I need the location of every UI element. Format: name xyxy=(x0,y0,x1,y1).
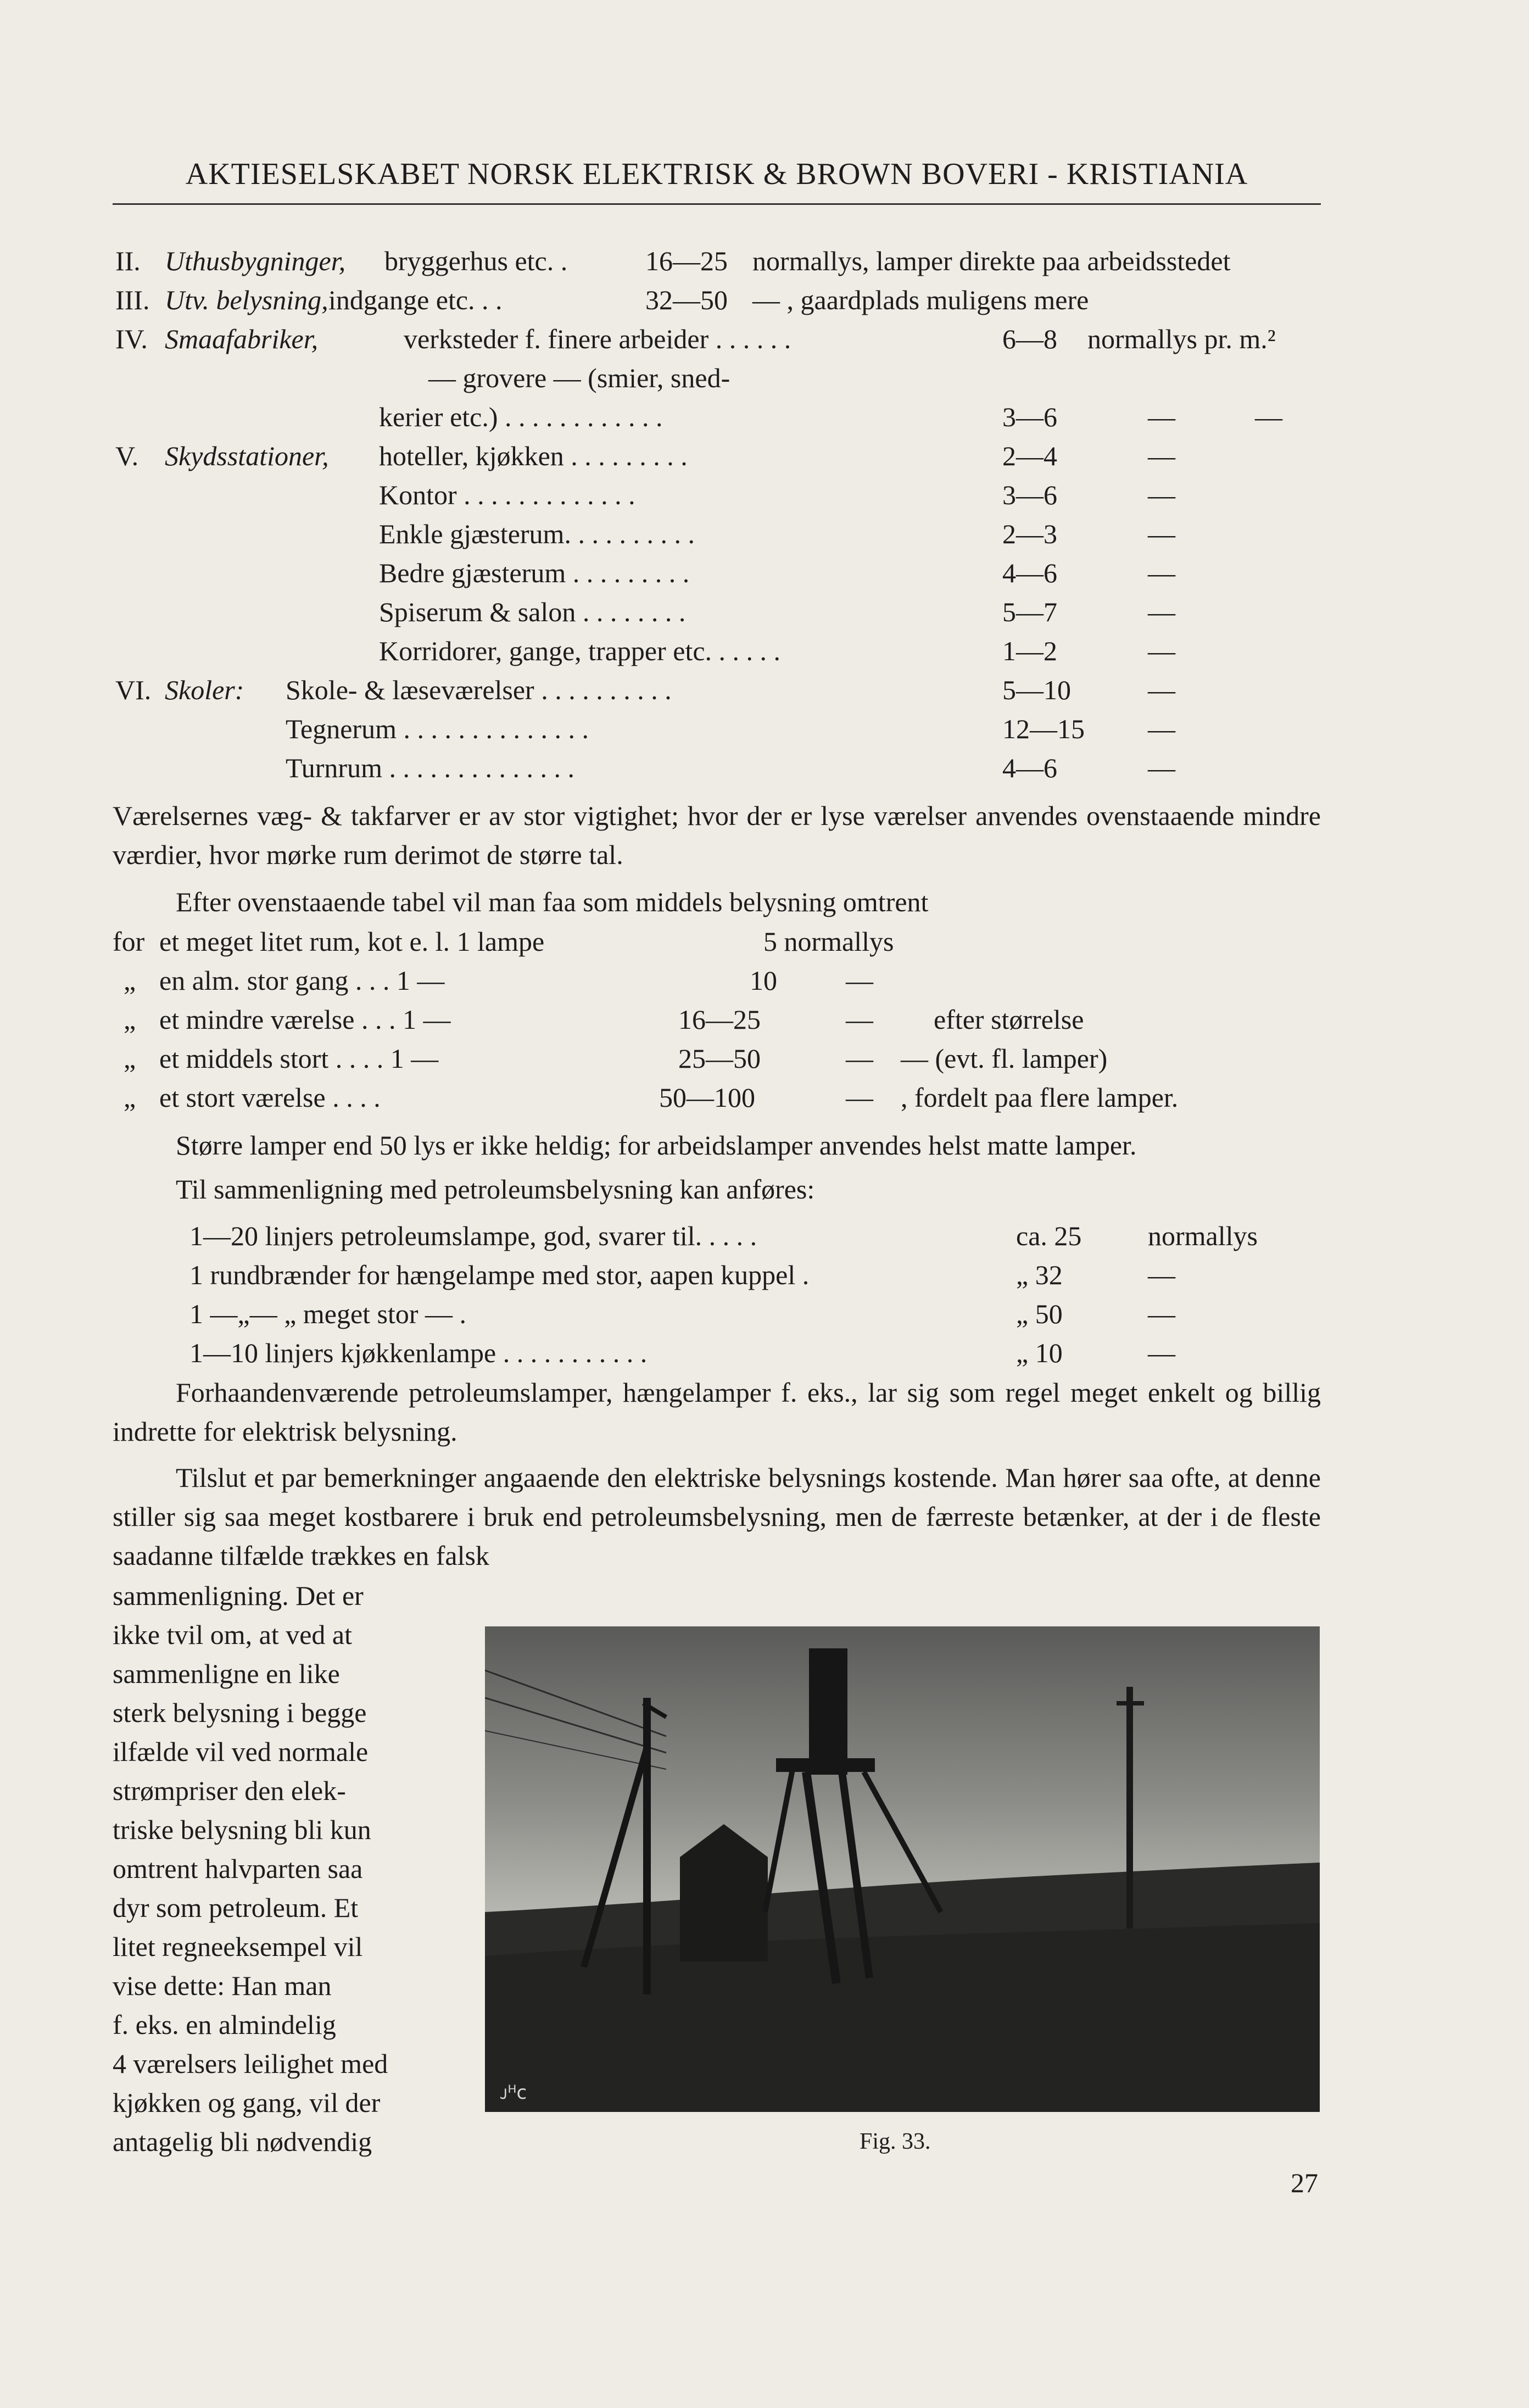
petroleum-unit: — xyxy=(1148,1337,1175,1368)
middels-note: — (evt. fl. lamper) xyxy=(901,1043,1108,1074)
table-row-text: verksteder f. finere arbeider . . . . . . xyxy=(404,324,791,354)
header-rule xyxy=(113,203,1321,205)
middels-lead: „ xyxy=(124,1082,136,1113)
side-text-line: sammenligning. Det er xyxy=(113,1580,364,1611)
paragraph-middels-intro: Efter ovenstaaende tabel vil man faa som middels belysning omtrent xyxy=(176,887,929,917)
middels-note: , fordelt paa flere lamper. xyxy=(901,1082,1179,1113)
petroleum-unit: — xyxy=(1148,1259,1175,1290)
table-row-unit: — xyxy=(1148,675,1175,705)
table-row-text: Enkle gjæsterum. . . . . . . . . . xyxy=(379,519,695,549)
table-row-text: Skole- & læseværelser . . . . . . . . . . xyxy=(286,675,672,705)
table-row-number: V. xyxy=(115,441,139,471)
figure-photo xyxy=(485,1626,1320,2112)
table-row-value: 12—15 xyxy=(1002,714,1085,744)
side-text-line: antagelig bli nødvendig xyxy=(113,2126,372,2157)
side-text-line: ilfælde vil ved normale xyxy=(113,1736,369,1767)
table-row-text: — grovere — (smier, sned- xyxy=(428,363,730,393)
table-row-value: 5—10 xyxy=(1002,675,1071,705)
middels-value: 10 xyxy=(750,965,777,996)
figure-caption: Fig. 33. xyxy=(860,2129,931,2154)
table-row-unit: — , gaardplads muligens mere xyxy=(752,285,1089,315)
middels-value: 16—25 xyxy=(678,1004,761,1035)
side-text-line: sammenligne en like xyxy=(113,1658,340,1689)
middels-unit: — xyxy=(846,1004,873,1035)
side-text-line: 4 værelsers leilighet med xyxy=(113,2048,388,2079)
petroleum-unit: — xyxy=(1148,1298,1175,1329)
table-row-unit: — xyxy=(1148,480,1175,510)
petroleum-text: 1—10 linjers kjøkkenlampe . . . . . . . . . . . xyxy=(189,1337,648,1368)
table-row-unit: normallys, lamper direkte paa arbeidsstedet xyxy=(752,246,1231,276)
middels-unit: — xyxy=(846,1043,873,1074)
photo-monogram: ᴊᴴᴄ xyxy=(500,2082,527,2104)
landscape-photo-illustration xyxy=(485,1626,1320,2112)
table-row-value: 4—6 xyxy=(1002,558,1057,588)
middels-lead: „ xyxy=(124,965,136,996)
table-row-text: bryggerhus etc. . xyxy=(384,246,568,276)
table-row-unit: — xyxy=(1148,752,1175,783)
middels-unit: — xyxy=(846,1082,873,1113)
middels-value: 25—50 xyxy=(678,1043,761,1074)
middels-lead: „ xyxy=(124,1043,136,1074)
table-row-value: 5—7 xyxy=(1002,597,1057,627)
page-number: 27 xyxy=(1291,2167,1318,2198)
petroleum-value: „ 10 xyxy=(1016,1337,1063,1368)
table-row-category: Skoler: xyxy=(165,675,244,705)
paragraph-colors: Værelsernes væg- & takfarver er av stor vigtighet; hvor der er lyse værelser anvendes ovenstaaende mindre værdier, hvor mørke rum derimot de større tal. xyxy=(113,800,1321,870)
table-row-text: Turnrum . . . . . . . . . . . . . . xyxy=(286,752,574,783)
paragraph-existing-lamps: Forhaandenværende petroleumslamper, hængelamper f. eks., lar sig som regel meget enkelt og billig indrette for elektrisk belysning. xyxy=(113,1377,1321,1447)
table-row-text: Bedre gjæsterum . . . . . . . . . xyxy=(379,558,690,588)
side-text-line: kjøkken og gang, vil der xyxy=(113,2087,381,2118)
table-row-value: 3—6 xyxy=(1002,480,1057,510)
running-header: AKTIESELSKABET NORSK ELEKTRISK & BROWN BOVERI - KRISTIANIA xyxy=(185,157,1248,191)
table-row-unit: — xyxy=(1148,402,1175,432)
paragraph-costs: Tilslut et par bemerkninger angaaende den elektriske belysnings kostende. Man hører saa ofte, at denne stiller sig saa meget kostbarere i bruk end petroleumsbelysning, men de færreste betænker, at der i de fleste saadanne tilfælde trækkes en falsk xyxy=(113,1462,1321,1571)
side-text-line: triske belysning bli kun xyxy=(113,1814,371,1845)
side-text-line: dyr som petroleum. Et xyxy=(113,1892,359,1923)
table-row-text: indgange etc. . . xyxy=(328,285,503,315)
table-row-value: 2—4 xyxy=(1002,441,1057,471)
table-row-unit: — xyxy=(1148,558,1175,588)
table-row-number: III. xyxy=(115,285,150,315)
petroleum-value: „ 32 xyxy=(1016,1259,1063,1290)
table-row-text: Spiserum & salon . . . . . . . . xyxy=(379,597,686,627)
side-text-line: omtrent halvparten saa xyxy=(113,1853,363,1884)
table-row-text: Kontor . . . . . . . . . . . . . xyxy=(379,480,635,510)
table-row-value: 6—8 xyxy=(1002,324,1057,354)
table-row-unit: — xyxy=(1148,597,1175,627)
middels-lead: „ xyxy=(124,1004,136,1035)
side-text-line: f. eks. en almindelig xyxy=(113,2009,336,2040)
table-row-value: 32—50 xyxy=(645,285,728,315)
table-row-unit: — xyxy=(1148,636,1175,666)
middels-lead: for xyxy=(113,926,145,957)
paragraph-large-lamps: Større lamper end 50 lys er ikke heldig; for arbeidslamper anvendes helst matte lamper. xyxy=(176,1130,1137,1161)
petroleum-value: ca. 25 xyxy=(1016,1220,1082,1251)
middels-value: 5 normallys xyxy=(763,926,894,957)
table-row-value: 16—25 xyxy=(645,246,728,276)
petroleum-value: „ 50 xyxy=(1016,1298,1063,1329)
table-row-text: kerier etc.) . . . . . . . . . . . . xyxy=(379,402,663,432)
table-row-number: II. xyxy=(115,246,141,276)
table-row-text: Korridorer, gange, trapper etc. . . . . . xyxy=(379,636,781,666)
table-row-value: 4—6 xyxy=(1002,752,1057,783)
middels-text: et meget litet rum, kot e. l. 1 lampe xyxy=(159,926,545,957)
table-row-category: Uthusbygninger, xyxy=(165,246,346,276)
table-row-value: 2—3 xyxy=(1002,519,1057,549)
middels-text: et stort værelse . . . . xyxy=(159,1082,381,1113)
table-row-number: VI. xyxy=(115,675,152,705)
table-row-category: Skydsstationer, xyxy=(165,441,329,471)
petroleum-text: 1 —„— „ meget stor — . xyxy=(189,1298,467,1329)
petroleum-unit: normallys xyxy=(1148,1220,1258,1251)
table-row-unit: — xyxy=(1148,519,1175,549)
side-text-line: vise dette: Han man xyxy=(113,1970,332,2001)
table-row-unit: — xyxy=(1148,441,1175,471)
side-text-line: ikke tvil om, at ved at xyxy=(113,1619,353,1650)
table-row-number: IV. xyxy=(115,324,148,354)
middels-text: en alm. stor gang . . . 1 — xyxy=(159,965,445,996)
table-row-text: hoteller, kjøkken . . . . . . . . . xyxy=(379,441,688,471)
middels-note: efter størrelse xyxy=(934,1004,1084,1035)
table-row-value: 3—6 xyxy=(1002,402,1057,432)
side-text-line: litet regneeksempel vil xyxy=(113,1931,363,1962)
table-row-extra: — xyxy=(1255,402,1282,432)
paragraph-petroleum-intro: Til sammenligning med petroleumsbelysning kan anføres: xyxy=(176,1174,815,1205)
side-text-line: strømpriser den elek- xyxy=(113,1775,346,1806)
middels-unit: — xyxy=(846,965,873,996)
petroleum-text: 1 rundbrænder for hængelampe med stor, aapen kuppel . xyxy=(189,1259,810,1290)
table-row-value: 1—2 xyxy=(1002,636,1057,666)
petroleum-text: 1—20 linjers petroleumslampe, god, svarer til. . . . . xyxy=(189,1220,757,1251)
side-text-line: sterk belysning i begge xyxy=(113,1697,367,1728)
middels-text: et middels stort . . . . 1 — xyxy=(159,1043,439,1074)
table-row-unit: normallys pr. m.² xyxy=(1087,324,1276,354)
table-row-category: Smaafabriker, xyxy=(165,324,319,354)
middels-text: et mindre værelse . . . 1 — xyxy=(159,1004,451,1035)
table-row-category: Utv. belysning, xyxy=(165,285,328,315)
table-row-unit: — xyxy=(1148,714,1175,744)
table-row-text: Tegnerum . . . . . . . . . . . . . . xyxy=(286,714,589,744)
middels-value: 50—100 xyxy=(659,1082,755,1113)
